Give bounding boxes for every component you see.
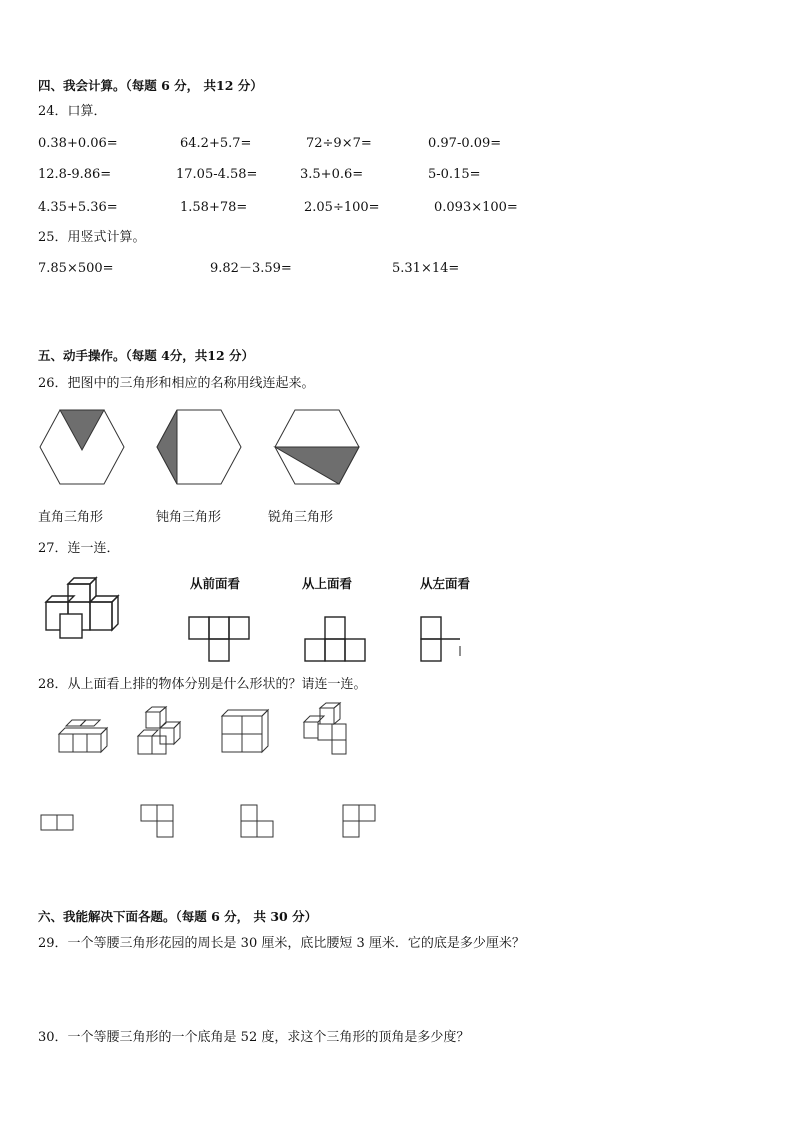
q24-expr-r1c4: 0.97-0.09= bbox=[428, 136, 502, 151]
label-right-triangle: 直角三角形 bbox=[38, 510, 104, 525]
q28-shape-1 bbox=[40, 814, 76, 832]
label-obtuse-triangle: 钝角三角形 bbox=[156, 510, 222, 525]
q28-object-4 bbox=[300, 702, 354, 758]
q24-expr-r1c3: 72÷9×7= bbox=[306, 136, 372, 151]
q28-object-1 bbox=[58, 716, 106, 756]
q27-top-view-shape bbox=[304, 616, 368, 662]
q24-expr-r3c4: 0.093×100= bbox=[434, 200, 518, 215]
q24-expr-r2c2: 17.05-4.58= bbox=[176, 167, 258, 182]
q27-cube-structure bbox=[42, 576, 126, 642]
question-27-title: 27．连一连． bbox=[38, 541, 120, 556]
q28-object-3 bbox=[220, 708, 270, 756]
q24-expr-r3c3: 2.05÷100= bbox=[304, 200, 380, 215]
view-label-front: 从前面看 bbox=[190, 576, 241, 591]
q24-expr-r2c1: 12.8-9.86= bbox=[38, 167, 112, 182]
section-5-heading: 五、动手操作。（每题 4分，共12 分） bbox=[38, 348, 255, 363]
label-acute-triangle: 锐角三角形 bbox=[268, 510, 334, 525]
q28-object-2 bbox=[136, 706, 188, 758]
q27-left-view-shape bbox=[420, 616, 466, 662]
question-30: 30．一个等腰三角形的一个底角是 52 度，求这个三角形的顶角是多少度？ bbox=[38, 1030, 470, 1045]
hexagon-figure-2 bbox=[155, 408, 243, 486]
view-label-top: 从上面看 bbox=[302, 576, 353, 591]
view-label-left: 从左面看 bbox=[420, 576, 471, 591]
section-4-heading: 四、我会计算。（每题 6 分， 共12 分） bbox=[38, 78, 263, 93]
q27-front-view-shape bbox=[188, 616, 252, 662]
q24-expr-r3c1: 4.35+5.36= bbox=[38, 200, 118, 215]
question-28-title: 28．从上面看上排的物体分别是什么形状的？请连一连。 bbox=[38, 677, 367, 692]
question-25-title: 25．用竖式计算。 bbox=[38, 230, 146, 245]
section-6-heading: 六、我能解决下面各题。（每题 6 分， 共 30 分） bbox=[38, 909, 318, 924]
q24-expr-r2c3: 3.5+0.6= bbox=[300, 167, 364, 182]
q28-shape-4 bbox=[342, 804, 378, 840]
hexagon-figure-3 bbox=[273, 408, 361, 486]
q28-shape-2 bbox=[140, 804, 176, 840]
q24-expr-r2c4: 5-0.15= bbox=[428, 167, 481, 182]
question-26-title: 26．把图中的三角形和相应的名称用线连起来。 bbox=[38, 376, 315, 391]
q25-item-1: 7.85×500= bbox=[38, 261, 114, 276]
q24-expr-r1c2: 64.2+5.7= bbox=[180, 136, 252, 151]
q28-shape-3 bbox=[240, 804, 276, 840]
q24-expr-r1c1: 0.38+0.06= bbox=[38, 136, 118, 151]
shaded-triangle-2 bbox=[157, 410, 177, 484]
shaded-triangle-1 bbox=[60, 410, 104, 450]
q24-expr-r3c2: 1.58+78= bbox=[180, 200, 248, 215]
shaded-triangle-3 bbox=[275, 447, 359, 484]
q25-item-2: 9.82－3.59= bbox=[210, 261, 292, 276]
question-24-title: 24．口算． bbox=[38, 104, 107, 119]
q25-item-3: 5.31×14= bbox=[392, 261, 460, 276]
question-29: 29．一个等腰三角形花园的周长是 30 厘米，底比腰短 3 厘米．它的底是多少厘米？ bbox=[38, 936, 525, 951]
hexagon-figure-1 bbox=[38, 408, 126, 486]
